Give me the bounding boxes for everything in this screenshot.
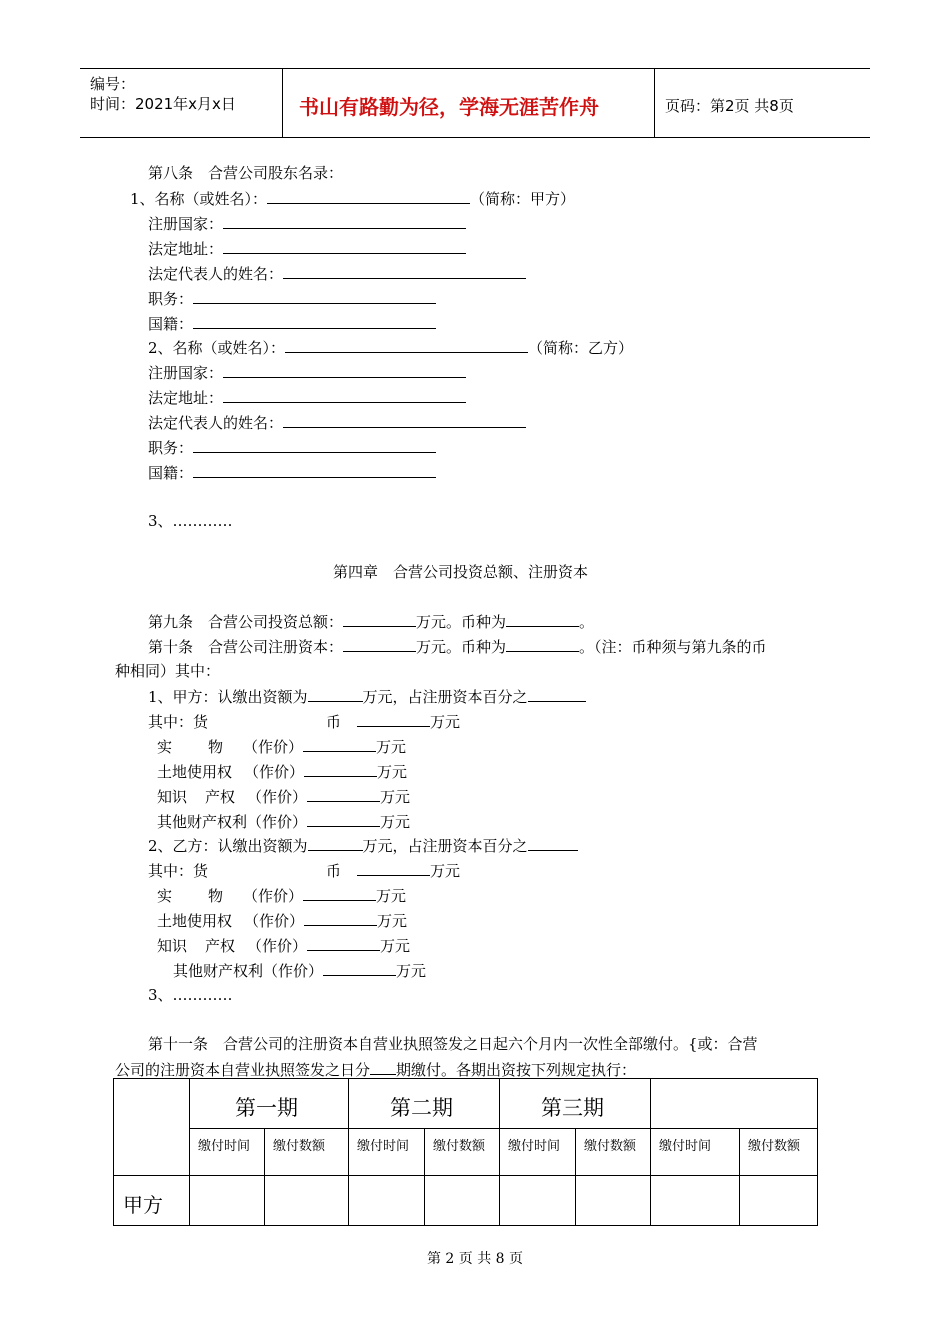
motto: 书山有路勤为径，学海无涯苦作舟 [299,95,599,119]
article9-line [148,611,594,632]
party-a-position-label: 职务： [148,290,194,308]
party-a-cash-line [148,711,460,732]
row-label-party-a: 甲方 [123,1193,163,1217]
party-a-ip-blank[interactable] [307,786,380,802]
party-a-ip-line [157,786,410,807]
party-a-nationality-label: 国籍： [148,315,194,333]
header-motto-cell [283,69,655,137]
party-b-land-appraised: （作价） [244,912,305,930]
party-a-country-label: 注册国家： [148,215,224,233]
party-a-address-blank[interactable] [223,238,466,254]
article9-prefix: 第九条 合营公司投资总额： [148,613,344,631]
party-a-rep-line [148,263,526,284]
party-a-goods-b: 物 [208,738,224,756]
party-a-goods-unit: 万元 [376,738,407,756]
article9-amount-blank[interactable] [343,611,416,627]
party-b-ip-line [157,935,410,956]
sub-header-time-3: 缴付时间 [508,1139,561,1154]
party-b-nationality-line [148,462,436,483]
party-a-goods-a: 实 [157,738,173,756]
party-b-ip-a: 知识 [157,937,188,955]
sub-header-time-1: 缴付时间 [198,1139,251,1154]
party-b-other-label: 其他财产权利（作价） [173,962,324,980]
party-a-address-label: 法定地址： [148,240,224,258]
party-a-contribution-line [148,686,586,707]
party-a-country-blank[interactable] [223,213,466,229]
party-a-other-label: 其他财产权利 [157,813,248,831]
page-footer: 第 2 页 共 8 页 [426,1251,524,1267]
party-b-name-label: 2、名称（或姓名）： [148,339,286,357]
sub-header-time-2: 缴付时间 [357,1139,410,1154]
party-b-contribution-line [148,835,578,856]
party-b-address-label: 法定地址： [148,389,224,407]
party-a-contribution-blank[interactable] [308,686,363,702]
party-b-goods-blank[interactable] [303,885,376,901]
party-b-name-line [148,337,633,358]
party-a-percent-blank[interactable] [528,686,586,702]
party-a-ip-appraised: （作价） [247,788,308,806]
sub-header-amount-4: 缴付数额 [748,1139,801,1154]
header-page-cell [655,69,870,137]
party-b-contribution-blank[interactable] [308,835,363,851]
party-b-address-blank[interactable] [223,387,466,403]
party-b-land-unit: 万元 [377,912,408,930]
party-a-contribution-mid: 万元，占注册资本百分之 [362,688,528,706]
party-b-cash-line [148,860,460,881]
party-a-name-suffix: （简称：甲方） [470,190,576,208]
party-a-ip-unit: 万元 [380,788,411,806]
period-2-header: 第二期 [390,1096,453,1120]
article8-more: 3、………… [148,512,233,530]
party-b-position-label: 职务： [148,439,194,457]
sub-header-amount-3: 缴付数额 [584,1139,637,1154]
party-a-nationality-blank[interactable] [193,313,436,329]
party-a-name-blank[interactable] [267,188,470,204]
party-a-land-blank[interactable] [304,761,377,777]
party-b-ip-unit: 万元 [380,937,411,955]
article10-mid: 万元。币种为 [416,638,507,656]
party-a-land-appraised: （作价） [244,763,305,781]
party-b-rep-label: 法定代表人的姓名： [148,414,284,432]
party-a-position-line [148,288,436,309]
party-b-country-blank[interactable] [223,362,466,378]
article11-line2-b: 期缴付。各期出资按下列规定执行： [396,1061,637,1079]
article10-line [148,636,767,657]
party-b-goods-unit: 万元 [376,887,407,905]
party-b-other-line [173,960,426,981]
party-a-position-blank[interactable] [193,288,436,304]
article10-line2: 种相同）其中： [115,662,221,680]
page-header [80,68,870,138]
party-b-ip-b: 产权 [205,937,236,955]
party-a-country-line [148,213,466,234]
payment-schedule-table [113,1078,818,1226]
chapter4-heading: 第四章 合营公司投资总额、注册资本 [333,563,589,581]
party-a-rep-blank[interactable] [283,263,526,279]
party-b-other-blank[interactable] [323,960,396,976]
party-b-goods-appraised: （作价） [243,887,304,905]
chapter4-more: 3、………… [148,986,233,1004]
party-b-cash-prefix: 其中：货 [148,862,209,880]
party-b-cash-mid: 币 [326,862,342,880]
party-a-rep-label: 法定代表人的姓名： [148,265,284,283]
party-a-name-label: 1、名称（或姓名）： [130,190,268,208]
article10-end: 。（注：币种须与第九条的币 [579,638,767,656]
party-b-position-blank[interactable] [193,437,436,453]
party-b-address-line [148,387,466,408]
party-a-cash-mid: 币 [326,713,342,731]
party-b-percent-blank[interactable] [528,835,578,851]
party-a-other-blank[interactable] [307,811,380,827]
party-a-contribution-label: 1、甲方：认缴出资额为 [148,688,308,706]
party-a-ip-b: 产权 [205,788,236,806]
party-a-cash-prefix: 其中：货 [148,713,209,731]
party-b-rep-blank[interactable] [283,412,526,428]
party-b-rep-line [148,412,526,433]
party-a-land-unit: 万元 [377,763,408,781]
party-b-contribution-mid: 万元，占注册资本百分之 [362,837,528,855]
party-b-land-line [157,910,407,931]
party-b-ip-blank[interactable] [307,935,380,951]
party-a-other-appraised: （作价） [247,813,308,831]
party-a-other-unit: 万元 [380,813,411,831]
party-b-other-unit: 万元 [396,962,427,980]
sub-header-amount-1: 缴付数额 [273,1139,326,1154]
period-3-header: 第三期 [541,1096,604,1120]
article10-prefix: 第十条 合营公司注册资本： [148,638,344,656]
party-a-nationality-line [148,313,436,334]
article9-mid: 万元。币种为 [416,613,507,631]
party-a-land-line [157,761,407,782]
party-b-ip-appraised: （作价） [247,937,308,955]
party-b-cash-unit: 万元 [430,862,461,880]
party-b-cash-blank[interactable] [357,860,430,876]
article10-amount-blank[interactable] [343,636,416,652]
party-b-name-blank[interactable] [285,337,528,353]
article8-title: 第八条 合营公司股东名录： [148,164,344,182]
serial-label: 编号： [90,75,136,93]
party-b-position-line [148,437,436,458]
party-a-land-label: 土地使用权 [157,763,233,781]
party-b-goods-b: 物 [208,887,224,905]
date-label: 时间：2021年x月x日 [90,95,236,113]
sub-header-time-4: 缴付时间 [659,1139,712,1154]
article10-currency-blank[interactable] [506,636,579,652]
article9-currency-blank[interactable] [506,611,579,627]
party-a-address-line [148,238,466,259]
party-b-nationality-blank[interactable] [193,462,436,478]
period-1-header: 第一期 [235,1096,298,1120]
article11-periods-blank[interactable] [370,1059,396,1075]
party-b-goods-a: 实 [157,887,173,905]
header-meta [80,69,283,137]
party-b-contribution-label: 2、乙方：认缴出资额为 [148,837,308,855]
page-info: 页码：第2页 共8页 [665,97,794,115]
party-a-name-line [130,188,575,209]
article11-line1: 第十一条 合营公司的注册资本自营业执照签发之日起六个月内一次性全部缴付。{或：合营 [148,1035,758,1053]
article11-line2 [115,1059,636,1080]
party-a-goods-line [157,736,406,757]
article11-line2-a: 公司的注册资本自营业执照签发之日分 [115,1061,371,1079]
article9-end: 。 [579,613,595,631]
party-a-cash-blank[interactable] [357,711,430,727]
party-b-country-label: 注册国家： [148,364,224,382]
party-a-other-line [157,811,410,832]
party-b-land-blank[interactable] [304,910,377,926]
party-b-country-line [148,362,466,383]
sub-header-amount-2: 缴付数额 [433,1139,486,1154]
party-b-goods-line [157,885,406,906]
party-a-cash-unit: 万元 [430,713,461,731]
party-a-goods-blank[interactable] [303,736,376,752]
party-b-land-label: 土地使用权 [157,912,233,930]
party-b-nationality-label: 国籍： [148,464,194,482]
party-a-goods-appraised: （作价） [243,738,304,756]
party-b-name-suffix: （简称：乙方） [528,339,634,357]
party-a-ip-a: 知识 [157,788,188,806]
